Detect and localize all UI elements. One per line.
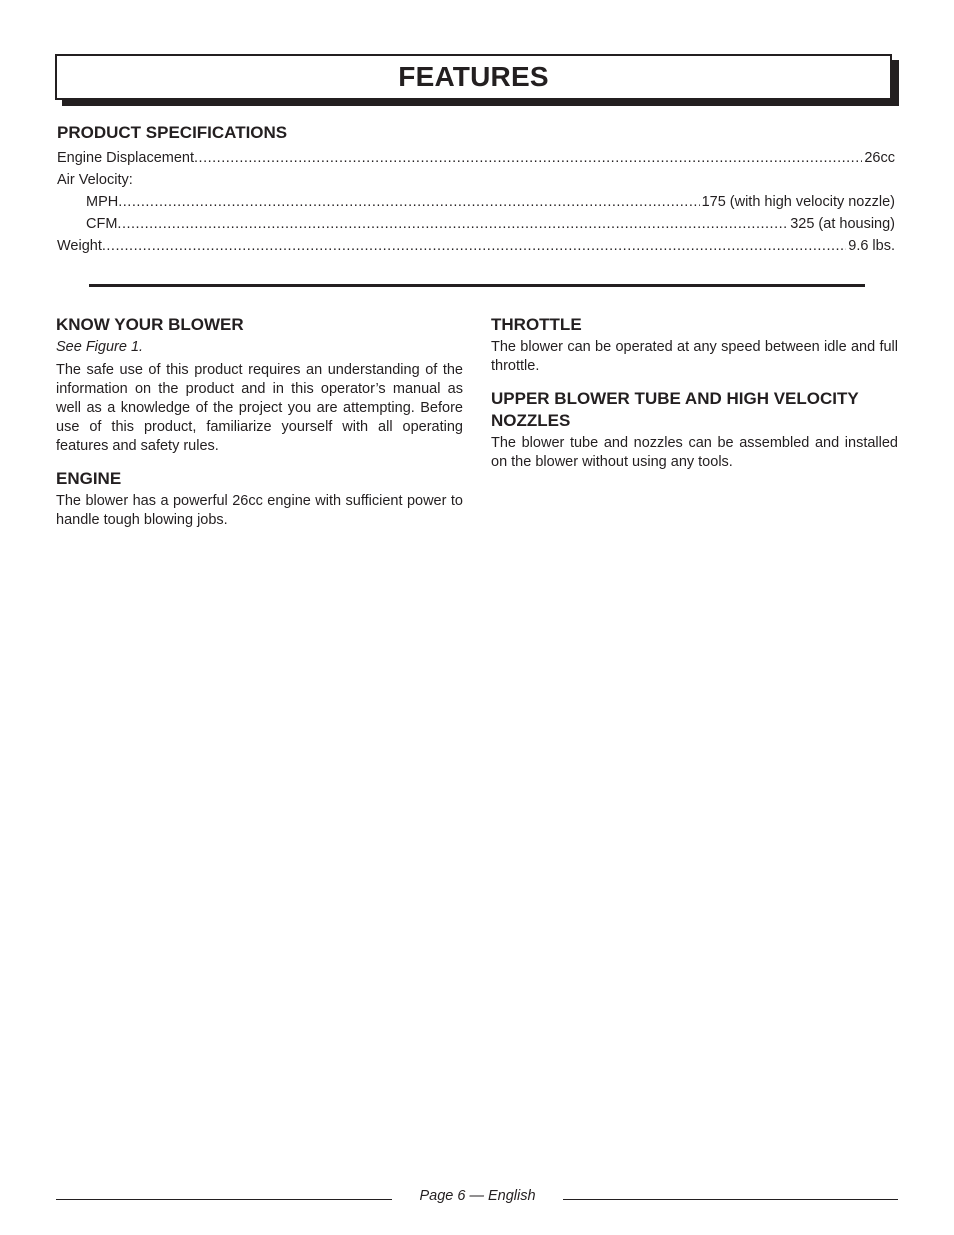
tube-heading: UPPER BLOWER TUBE AND HIGH VELOCITY NOZZLES — [491, 389, 859, 430]
throttle-body: The blower can be operated at any speed between idle and full throttle. — [491, 339, 898, 374]
tube-body: The blower tube and nozzles can be assembled and installed on the blower without using any tools. — [491, 435, 898, 470]
spec-label: MPH — [86, 194, 119, 210]
spec-value: 175 (with high velocity nozzle) — [701, 194, 895, 210]
title-banner — [55, 54, 892, 100]
specs-heading: PRODUCT SPECIFICATIONS — [57, 123, 288, 142]
footer-rule-right — [563, 1199, 898, 1200]
specs-list — [57, 147, 895, 257]
spec-value: 325 (at housing) — [790, 216, 895, 232]
spec-label: Air Velocity: — [57, 172, 133, 188]
leader-dots — [118, 191, 699, 213]
page-title: FEATURES — [398, 61, 549, 92]
spec-value: 9.6 lbs. — [848, 238, 895, 254]
page-footer: Page 6 — English — [419, 1188, 536, 1204]
spec-row-engine — [57, 147, 895, 169]
leader-dots — [102, 235, 846, 257]
figure-reference: See Figure 1. — [56, 339, 144, 355]
engine-body: The blower has a powerful 26cc engine with sufficient power to handle tough blowing jobs. — [56, 493, 463, 528]
know-your-blower-body: The safe use of this product requires an understanding of the information on the product and in this operator’s manual as well as a knowledge of the project you are attempting. Before use of this product, familiarize yourself with all operating features and safety rules. — [56, 362, 463, 454]
spec-row-mph — [57, 191, 895, 213]
left-column — [56, 314, 463, 542]
know-your-blower-heading: KNOW YOUR BLOWER — [56, 315, 244, 334]
section-divider — [89, 284, 865, 287]
spec-label: CFM — [86, 216, 118, 232]
throttle-heading: THROTTLE — [491, 315, 582, 334]
spec-row-cfm — [57, 213, 895, 235]
engine-heading: ENGINE — [56, 469, 122, 488]
spec-row-air-velocity — [57, 169, 895, 191]
spec-label: Weight — [57, 238, 102, 254]
spec-label: Engine Displacement — [57, 150, 195, 166]
spec-row-weight — [57, 235, 895, 257]
leader-dots — [194, 147, 862, 169]
leader-dots — [117, 213, 788, 235]
right-column — [491, 314, 898, 484]
spec-value: 26cc — [864, 150, 895, 166]
footer-rule-left — [56, 1199, 392, 1200]
